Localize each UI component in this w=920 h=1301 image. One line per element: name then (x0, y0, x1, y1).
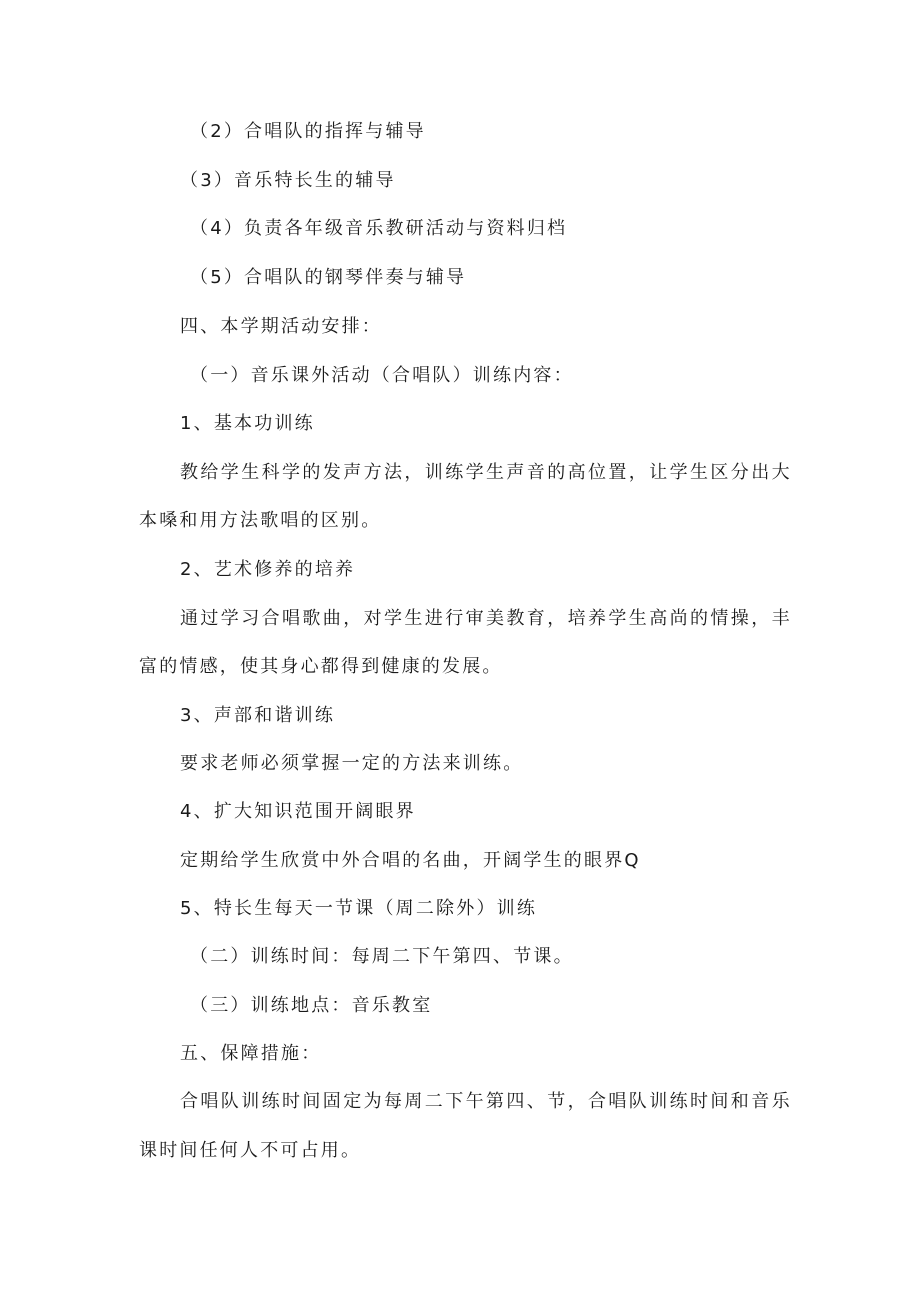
paragraph-line: 课时间任何人不可占用。 (139, 1140, 362, 1161)
subsection-heading-training-time: （二）训练时间：每周二下午第四、节课。 (190, 946, 574, 967)
text-line-duty-4: （4）负责各年级音乐教研活动与资料归档 (190, 218, 568, 239)
section-heading-safeguards: 五、保障措施： (180, 1043, 322, 1064)
section-heading-activities: 四、本学期活动安排： (180, 316, 382, 337)
paragraph-line: 定期给学生欣赏中外合唱的名曲，开阔学生的眼界Q (180, 850, 641, 871)
item-heading-harmony-training: 3、声部和谐训练 (180, 705, 336, 726)
paragraph-line: 富的情感，使其身心都得到健康的发展。 (139, 656, 503, 677)
paragraph-line: 通过学习合唱歌曲，对学生进行审美教育，培养学生高尚的情操，丰 (180, 608, 792, 629)
item-heading-specialty-students: 5、特长生每天一节课（周二除外）训练 (180, 898, 538, 919)
paragraph-line: 合唱队训练时间固定为每周二下午第四、节，合唱队训练时间和音乐 (180, 1091, 792, 1112)
subsection-heading-training-content: （一）音乐课外活动（合唱队）训练内容： (190, 365, 574, 386)
paragraph-line: 要求老师必须掌握一定的方法来训练。 (180, 753, 524, 774)
item-heading-basic-training: 1、基本功训练 (180, 413, 315, 434)
paragraph-line: 本嗓和用方法歌唱的区别。 (139, 510, 382, 531)
text-line-duty-2: （2）合唱队的指挥与辅导 (190, 121, 426, 142)
item-heading-art-cultivation: 2、艺术修养的培养 (180, 559, 356, 580)
paragraph-line: 教给学生科学的发声方法，训练学生声音的高位置，让学生区分出大 (180, 462, 792, 483)
text-line-duty-3: （3）音乐特长生的辅导 (180, 170, 396, 191)
item-heading-broaden-horizons: 4、扩大知识范围开阔眼界 (180, 801, 416, 822)
subsection-heading-training-location: （三）训练地点：音乐教室 (190, 995, 433, 1016)
text-line-duty-5: （5）合唱队的钢琴伴奏与辅导 (190, 267, 467, 288)
